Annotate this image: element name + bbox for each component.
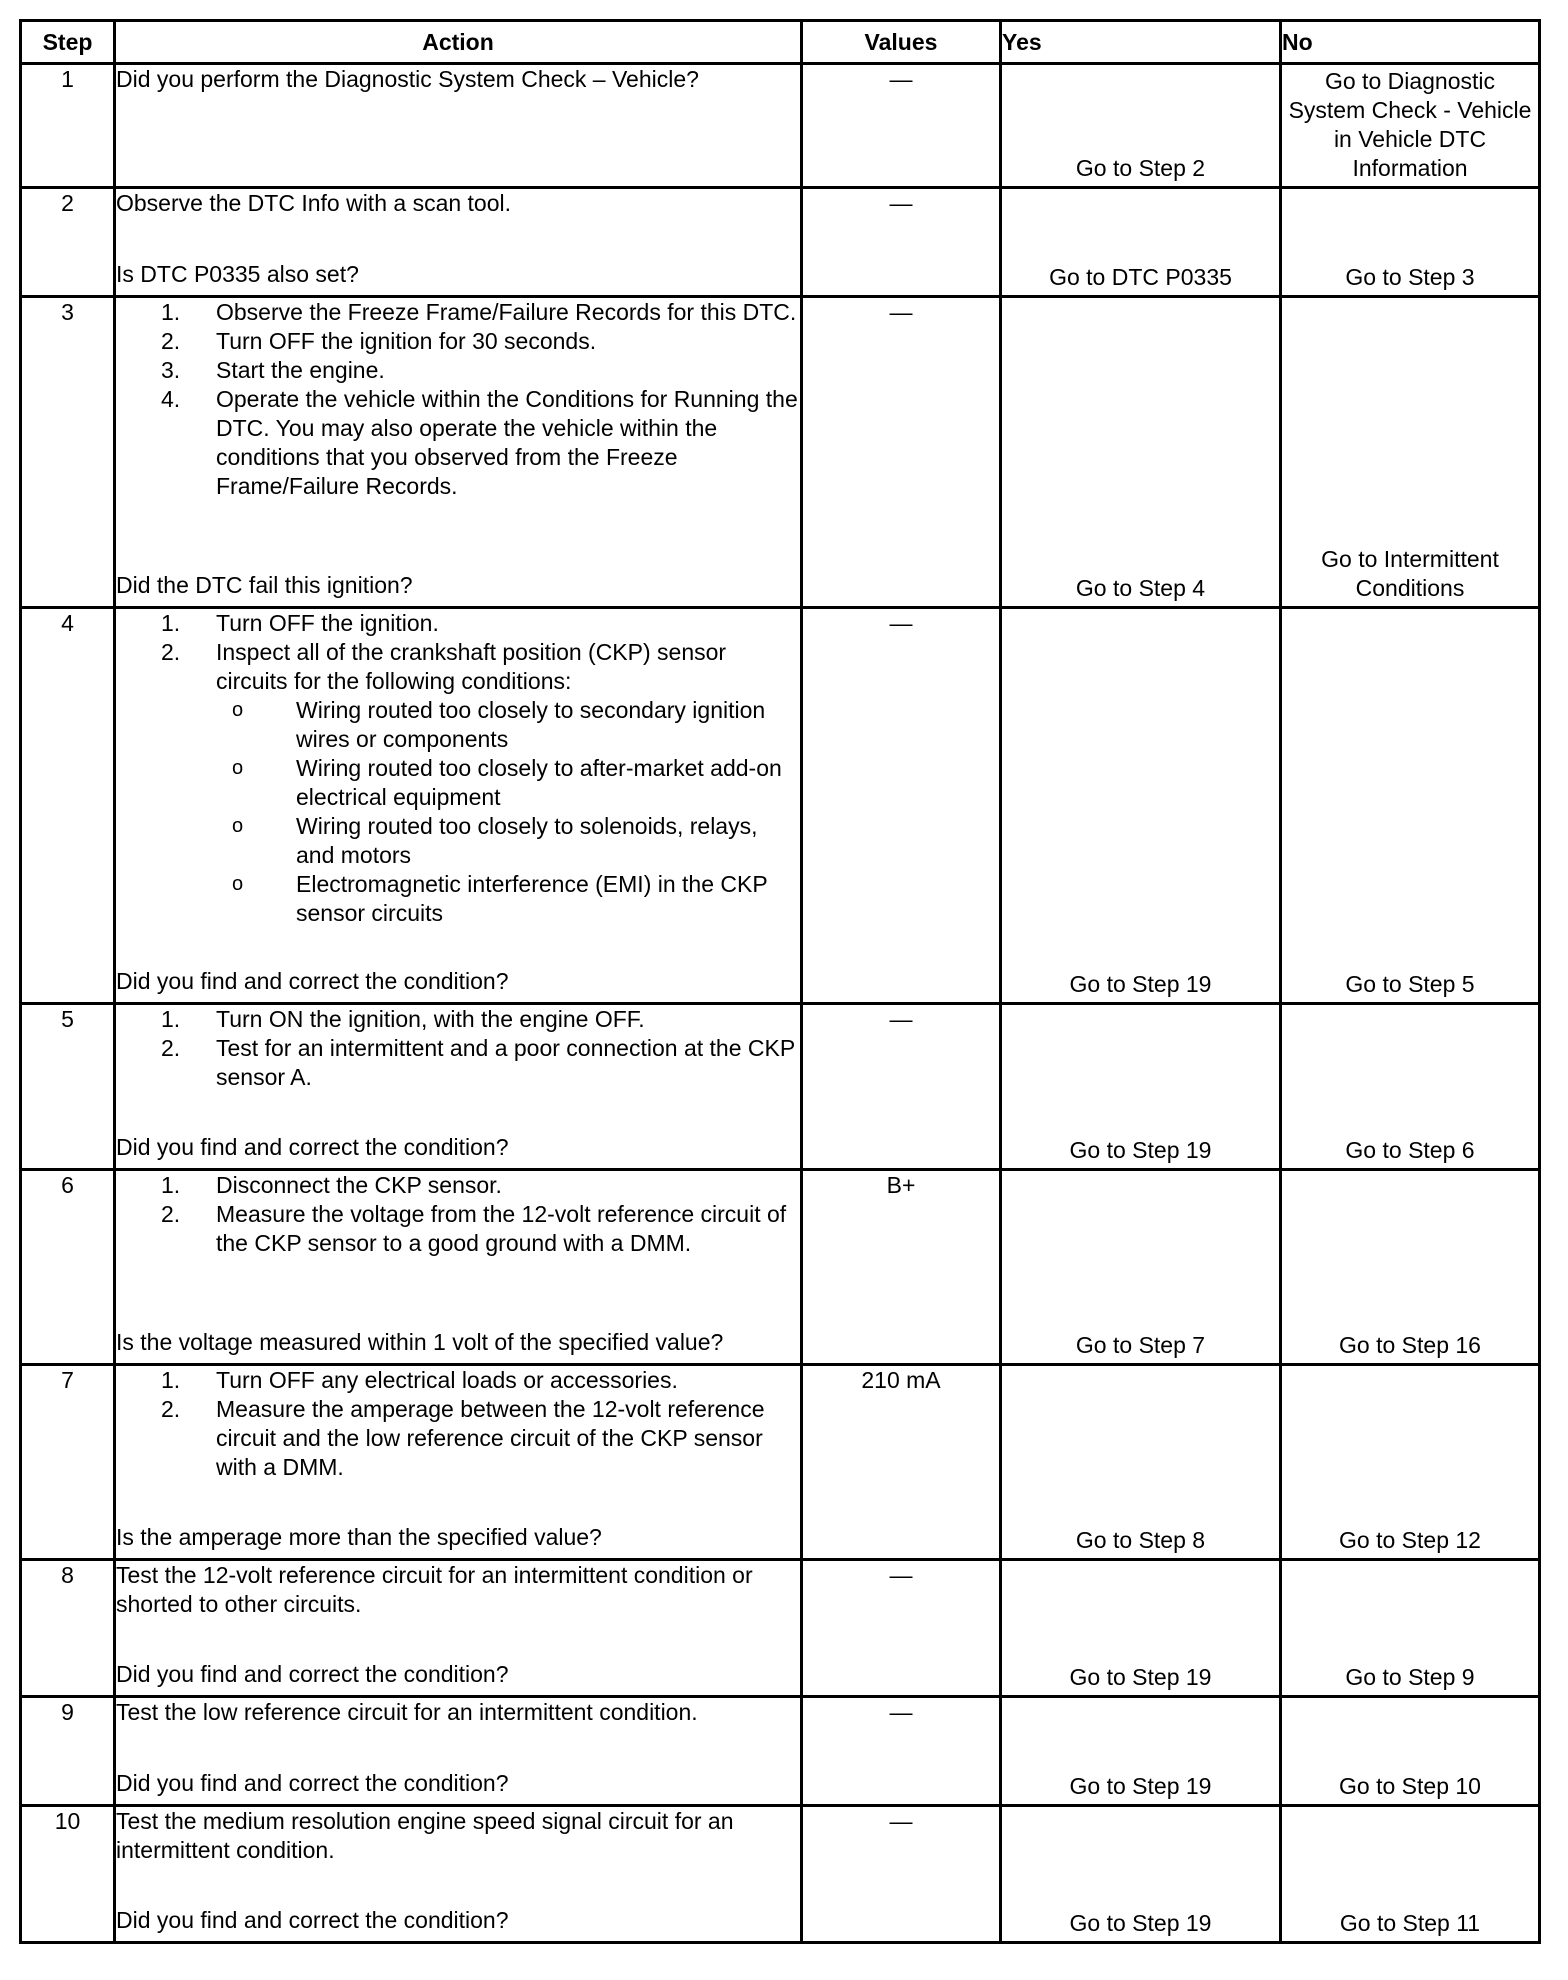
yes-result: Go to DTC P0335	[1049, 264, 1232, 290]
header-action: Action	[115, 21, 802, 64]
action-cell	[115, 297, 802, 608]
action-step-text: Operate the vehicle within the Conditions for Running the DTC. You may also operate the vehicle within the conditions that you observed from the Freeze Frame/Failure Records.	[216, 386, 798, 499]
yes-result: Go to Step 2	[1075, 155, 1206, 181]
action-question: Is DTC P0335 also set?	[116, 261, 359, 287]
table-row	[21, 1806, 1540, 1943]
action-step-item	[116, 327, 800, 356]
action-question: Is the voltage measured within 1 volt of the specified value?	[116, 1329, 724, 1355]
step-number: 1	[21, 64, 115, 188]
action-cell	[115, 64, 802, 188]
action-step-number: 2.	[161, 639, 181, 665]
no-cell	[1281, 1806, 1540, 1943]
condition-list	[216, 696, 800, 928]
action-step-text: Inspect all of the crankshaft position (CKP) sensor circuits for the following conditions:	[216, 639, 727, 694]
action-step-text: Turn OFF any electrical loads or accessories.	[216, 1367, 678, 1393]
specified-value: —	[889, 190, 913, 216]
no-cell	[1281, 1365, 1540, 1560]
step-number: 8	[21, 1560, 115, 1697]
table-row	[21, 1365, 1540, 1560]
condition-text: Wiring routed too closely to secondary ignition wires or components	[296, 697, 766, 752]
action-content	[116, 189, 800, 292]
action-step-text: Turn OFF the ignition for 30 seconds.	[216, 328, 597, 354]
action-step-item	[116, 1171, 800, 1200]
no-result: Go to Step 9	[1345, 1664, 1475, 1690]
header-no: No	[1281, 21, 1540, 64]
action-step-text: Measure the voltage from the 12-volt reference circuit of the CKP sensor to a good ground with a DMM.	[216, 1201, 787, 1256]
action-content	[116, 1005, 800, 1165]
yes-cell	[1001, 608, 1281, 1004]
specified-value: —	[889, 1562, 913, 1588]
action-step-text: Turn OFF the ignition.	[216, 610, 439, 636]
action-step-item	[116, 1395, 800, 1482]
table-row	[21, 1697, 1540, 1806]
table-row	[21, 1560, 1540, 1697]
action-content	[116, 1366, 800, 1555]
no-result: Go to Step 11	[1339, 1910, 1481, 1936]
condition-item	[196, 754, 800, 812]
action-steps-list	[116, 298, 800, 501]
action-text: Observe the DTC Info with a scan tool.	[116, 190, 512, 216]
specified-value: B+	[886, 1172, 916, 1198]
values-cell	[802, 608, 1001, 1004]
header-step: Step	[21, 21, 115, 64]
specified-value: 210 mA	[861, 1367, 941, 1393]
yes-cell	[1001, 64, 1281, 188]
circle-bullet-icon: o	[232, 815, 244, 837]
no-result: Go to Step 6	[1345, 1137, 1475, 1163]
condition-text: Wiring routed too closely to after-market add-on electrical equipment	[296, 755, 782, 810]
values-cell	[802, 1170, 1001, 1365]
no-result: Go to Step 5	[1345, 971, 1475, 997]
action-step-item	[116, 356, 800, 385]
values-cell	[802, 1697, 1001, 1806]
action-step-text: Observe the Freeze Frame/Failure Records for this DTC.	[216, 299, 797, 325]
table-row	[21, 297, 1540, 608]
diagnostic-table	[19, 19, 1541, 1944]
yes-cell	[1001, 188, 1281, 297]
action-step-number: 2.	[161, 1035, 181, 1061]
values-cell	[802, 1806, 1001, 1943]
action-cell	[115, 608, 802, 1004]
circle-bullet-icon: o	[232, 699, 244, 721]
action-step-text: Disconnect the CKP sensor.	[216, 1172, 502, 1198]
action-content	[116, 1561, 800, 1692]
yes-result: Go to Step 4	[1075, 575, 1206, 601]
action-cell	[115, 1365, 802, 1560]
step-number: 3	[21, 297, 115, 608]
action-cell	[115, 1806, 802, 1943]
table-row	[21, 64, 1540, 188]
table-row	[21, 608, 1540, 1004]
yes-cell	[1001, 1697, 1281, 1806]
action-text: Test the low reference circuit for an intermittent condition.	[116, 1699, 698, 1725]
table-row	[21, 1004, 1540, 1170]
action-cell	[115, 1004, 802, 1170]
action-step-item	[116, 298, 800, 327]
action-question: Did you find and correct the condition?	[116, 968, 509, 994]
no-result: Go to Step 3	[1345, 264, 1475, 290]
action-step-number: 2.	[161, 1396, 181, 1422]
action-step-text: Turn ON the ignition, with the engine OFF.	[216, 1006, 645, 1032]
action-step-number: 1.	[161, 1172, 181, 1198]
step-number: 5	[21, 1004, 115, 1170]
step-number: 7	[21, 1365, 115, 1560]
yes-result: Go to Step 19	[1069, 1773, 1212, 1799]
header-values: Values	[802, 21, 1001, 64]
yes-cell	[1001, 1170, 1281, 1365]
action-step-number: 3.	[161, 357, 181, 383]
yes-result: Go to Step 7	[1075, 1332, 1206, 1358]
header-row	[21, 21, 1540, 64]
action-step-number: 2.	[161, 1201, 181, 1227]
no-cell	[1281, 1560, 1540, 1697]
no-cell	[1281, 1004, 1540, 1170]
condition-text: Wiring routed too closely to solenoids, relays, and motors	[296, 813, 758, 868]
action-text: Test the 12-volt reference circuit for an intermittent condition or shorted to other circuits.	[116, 1562, 753, 1617]
action-cell	[115, 1560, 802, 1697]
yes-result: Go to Step 19	[1069, 971, 1212, 997]
action-step-text: Test for an intermittent and a poor connection at the CKP sensor A.	[216, 1035, 795, 1090]
action-step-number: 1.	[161, 1367, 181, 1393]
values-cell	[802, 64, 1001, 188]
action-cell	[115, 188, 802, 297]
action-step-number: 1.	[161, 299, 181, 325]
specified-value: —	[889, 66, 913, 92]
action-cell	[115, 1170, 802, 1365]
condition-text: Electromagnetic interference (EMI) in the CKP sensor circuits	[296, 871, 768, 926]
action-question: Did the DTC fail this ignition?	[116, 572, 413, 598]
yes-result: Go to Step 8	[1075, 1527, 1206, 1553]
yes-result: Go to Step 19	[1069, 1910, 1212, 1936]
specified-value: —	[889, 1808, 913, 1834]
yes-result: Go to Step 19	[1069, 1137, 1212, 1163]
action-steps-list	[116, 609, 800, 928]
action-content	[116, 1171, 800, 1360]
header-yes: Yes	[1001, 21, 1281, 64]
yes-result: Go to Step 19	[1069, 1664, 1212, 1690]
no-result: Go to Step 10	[1339, 1773, 1481, 1799]
action-step-item	[116, 1366, 800, 1395]
table-row	[21, 188, 1540, 297]
specified-value: —	[889, 1699, 913, 1725]
table-row	[21, 1170, 1540, 1365]
no-cell	[1281, 64, 1540, 188]
no-result: Go to Intermittent Conditions	[1321, 546, 1499, 601]
action-steps-list	[116, 1366, 800, 1482]
no-result: Go to Diagnostic System Check - Vehicle in Vehicle DTC Information	[1288, 68, 1532, 181]
action-content	[116, 1807, 800, 1938]
specified-value: —	[889, 299, 913, 325]
action-steps-list	[116, 1005, 800, 1092]
action-step-item	[116, 638, 800, 928]
no-cell	[1281, 608, 1540, 1004]
no-cell	[1281, 1170, 1540, 1365]
action-step-text: Measure the amperage between the 12-volt reference circuit and the low reference circuit of the CKP sensor with a DMM.	[216, 1396, 765, 1480]
step-number: 6	[21, 1170, 115, 1365]
no-result: Go to Step 12	[1339, 1527, 1481, 1553]
step-number: 9	[21, 1697, 115, 1806]
action-step-number: 4.	[161, 386, 181, 412]
values-cell	[802, 1365, 1001, 1560]
action-text: Did you perform the Diagnostic System Check – Vehicle?	[116, 66, 699, 92]
values-cell	[802, 1560, 1001, 1697]
no-cell	[1281, 297, 1540, 608]
action-question: Is the amperage more than the specified value?	[116, 1524, 602, 1550]
yes-cell	[1001, 1004, 1281, 1170]
specified-value: —	[889, 1006, 913, 1032]
circle-bullet-icon: o	[232, 757, 244, 779]
no-cell	[1281, 188, 1540, 297]
action-step-item	[116, 1034, 800, 1092]
circle-bullet-icon: o	[232, 873, 244, 895]
action-text: Test the medium resolution engine speed signal circuit for an intermittent condition.	[116, 1808, 734, 1863]
yes-cell	[1001, 297, 1281, 608]
values-cell	[802, 1004, 1001, 1170]
condition-item	[196, 870, 800, 928]
action-question: Did you find and correct the condition?	[116, 1661, 509, 1687]
action-content	[116, 65, 800, 183]
action-content	[116, 298, 800, 603]
no-cell	[1281, 1697, 1540, 1806]
action-step-item	[116, 385, 800, 501]
step-number: 10	[21, 1806, 115, 1943]
action-step-number: 2.	[161, 328, 181, 354]
yes-cell	[1001, 1560, 1281, 1697]
step-number: 2	[21, 188, 115, 297]
values-cell	[802, 188, 1001, 297]
values-cell	[802, 297, 1001, 608]
yes-cell	[1001, 1806, 1281, 1943]
action-step-item	[116, 609, 800, 638]
action-step-text: Start the engine.	[216, 357, 385, 383]
action-step-number: 1.	[161, 1006, 181, 1032]
no-result: Go to Step 16	[1339, 1332, 1481, 1358]
action-step-number: 1.	[161, 610, 181, 636]
action-question: Did you find and correct the condition?	[116, 1134, 509, 1160]
action-question: Did you find and correct the condition?	[116, 1770, 509, 1796]
step-number: 4	[21, 608, 115, 1004]
action-step-item	[116, 1200, 800, 1258]
specified-value: —	[889, 610, 913, 636]
action-step-item	[116, 1005, 800, 1034]
condition-item	[196, 812, 800, 870]
action-steps-list	[116, 1171, 800, 1258]
action-content	[116, 1698, 800, 1801]
yes-cell	[1001, 1365, 1281, 1560]
action-cell	[115, 1697, 802, 1806]
condition-item	[196, 696, 800, 754]
action-question: Did you find and correct the condition?	[116, 1907, 509, 1933]
action-content	[116, 609, 800, 999]
